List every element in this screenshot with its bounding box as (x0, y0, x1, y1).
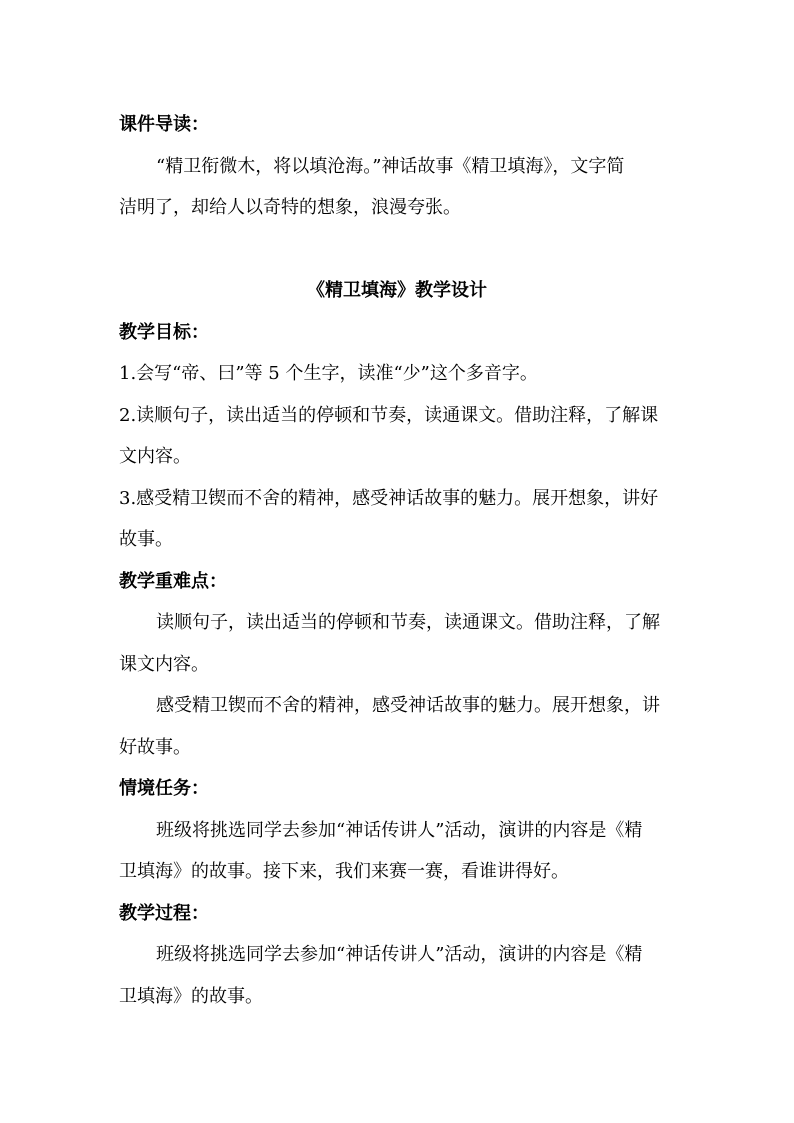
task-line: 班级将挑选同学去参加“神话传讲人”活动，演讲的内容是《精 (156, 819, 643, 841)
process-line: 卫填海》的故事。 (119, 985, 263, 1007)
task-heading: 情境任务： (119, 778, 209, 799)
keypoint-line: 课文内容。 (119, 653, 209, 675)
process-line: 班级将挑选同学去参加“神话传讲人”活动，演讲的内容是《精 (156, 944, 643, 965)
process-heading: 教学过程： (119, 902, 209, 924)
keypoint-line: 读顺句子，读出适当的停顿和节奏，读通课文。借助注释，了解 (156, 612, 660, 633)
keypoint-line: 感受精卫锲而不舍的精神，感受神话故事的魅力。展开想象，讲 (156, 695, 660, 716)
keypoint-line: 好故事。 (119, 736, 191, 758)
goal-line: 文内容。 (119, 446, 191, 467)
intro-heading: 课件导读： (119, 114, 209, 135)
blank-line (119, 229, 675, 271)
task-line: 卫填海》的故事。接下来，我们来赛一赛，看谁讲得好。 (119, 861, 569, 882)
goals-heading: 教学目标： (119, 321, 209, 343)
goal-line: 1.会写“帝、曰”等 5 个生字，读准“少”这个多音字。 (119, 363, 538, 384)
intro-paragraph-line: 洁明了，却给人以奇特的想象，浪漫夸张。 (119, 197, 461, 218)
goal-line: 2.读顺句子，读出适当的停顿和节奏，读通课文。借助注释，了解课 (119, 404, 659, 426)
goal-line: 故事。 (119, 529, 173, 550)
goal-line: 3.感受精卫锲而不舍的精神，感受神话故事的魅力。展开想象，讲好 (119, 487, 659, 509)
keypoints-heading: 教学重难点： (119, 570, 227, 592)
document-body (119, 104, 675, 1017)
intro-paragraph-line: “精卫衔微木，将以填沧海。”神话故事《精卫填海》，文字简 (156, 155, 625, 177)
design-title: 《精卫填海》教学设计 (307, 280, 487, 301)
